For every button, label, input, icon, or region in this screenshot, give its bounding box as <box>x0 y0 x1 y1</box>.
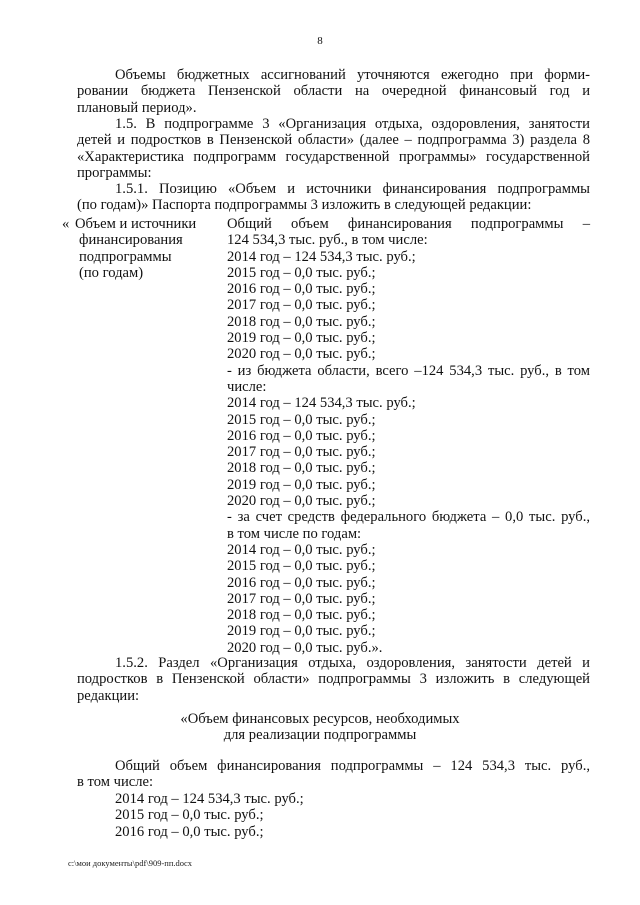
text-line: 2017 год – 0,0 тыс. руб.; <box>227 590 376 607</box>
text-line: редакции: <box>77 687 140 704</box>
text-line: 2019 год – 0,0 тыс. руб.; <box>227 330 376 347</box>
years-list <box>77 791 590 840</box>
text-line: 2016 год – 0,0 тыс. руб.; <box>227 427 376 444</box>
text-line: 2017 год – 0,0 тыс. руб.; <box>227 297 376 314</box>
text-line: 1.5.1. Позицию «Объем и источники финансирования подпрограммы <box>115 181 590 197</box>
text-line: 2016 год – 0,0 тыс. руб.; <box>227 574 376 591</box>
open-quote: « <box>62 216 70 232</box>
table-left-cell <box>75 216 225 281</box>
text-line: Объем и источники <box>75 216 197 232</box>
text-line: 2015 год – 0,0 тыс. руб.; <box>227 264 376 281</box>
paragraph-1-5 <box>77 116 590 181</box>
text-line: 1.5.2. Раздел «Организация отдыха, оздоровления, занятости детей и <box>115 655 590 671</box>
text-line: 2015 год – 0,0 тыс. руб.; <box>227 411 376 428</box>
paragraph-1-5-1 <box>77 181 590 214</box>
text-line: - за счет средств федерального бюджета – 0,0 тыс. руб., <box>227 509 590 526</box>
paragraph-total <box>77 758 590 791</box>
text-line: 2018 год – 0,0 тыс. руб.; <box>227 313 376 330</box>
text-line: 2014 год – 124 534,3 тыс. руб.; <box>227 248 416 265</box>
text-line: подпрограммы <box>79 248 172 265</box>
text-line: в том числе по годам: <box>227 525 362 542</box>
text-line: (по годам)» Паспорта подпрограммы 3 изложить в следующей редакции: <box>77 197 532 214</box>
section-heading <box>0 711 640 744</box>
text-line: 2017 год – 0,0 тыс. руб.; <box>227 444 376 461</box>
text-line: 2020 год – 0,0 тыс. руб.; <box>227 493 376 510</box>
text-line: (по годам) <box>79 264 144 281</box>
text-line: 124 534,3 тыс. руб., в том числе: <box>227 232 428 249</box>
text-line: 2015 год – 0,0 тыс. руб.; <box>227 558 376 575</box>
text-line: ровании бюджета Пензенской области на очередной финансовый год и <box>77 83 590 100</box>
text-line: 1.5. В подпрограмме 3 «Организация отдыха, оздоровления, занятости <box>115 116 590 132</box>
text-line: 2014 год – 0,0 тыс. руб.; <box>227 541 376 558</box>
page-number: 8 <box>317 35 323 47</box>
text-line: 2019 год – 0,0 тыс. руб.; <box>227 476 376 493</box>
text-line: 2018 год – 0,0 тыс. руб.; <box>227 607 376 624</box>
text-line: «Характеристика подпрограмм государственной программы» государственной <box>77 148 590 165</box>
text-line: программы: <box>77 164 152 181</box>
text-line: Объемы бюджетных ассигнований уточняются ежегодно при форми- <box>115 67 590 83</box>
text-line: детей и подростков в Пензенской области» (далее – подпрограмма 3) раздела 8 <box>77 132 590 149</box>
heading-line: «Объем финансовых ресурсов, необходимых <box>180 711 460 727</box>
table-right-cell <box>227 216 590 656</box>
paragraph-1-5-2 <box>77 655 590 704</box>
text-line: Общий объем финансирования подпрограммы – <box>227 216 590 232</box>
list-item: 2016 год – 0,0 тыс. руб.; <box>115 823 264 840</box>
text-line: 2019 год – 0,0 тыс. руб.; <box>227 623 376 640</box>
list-item: 2014 год – 124 534,3 тыс. руб.; <box>115 791 304 807</box>
list-item: 2015 год – 0,0 тыс. руб.; <box>115 807 264 824</box>
text-line: плановый период». <box>77 99 197 116</box>
text-line: 2020 год – 0,0 тыс. руб.; <box>227 346 376 363</box>
text-line: 2016 год – 0,0 тыс. руб.; <box>227 281 376 298</box>
text-line: 2014 год – 124 534,3 тыс. руб.; <box>227 395 416 412</box>
text-line: подростков в Пензенской области» подпрограммы 3 изложить в следующей <box>77 671 590 688</box>
text-line: числе: <box>227 378 267 395</box>
text-line: - из бюджета области, всего –124 534,3 тыс. руб., в том <box>227 362 590 379</box>
text-line: Общий объем финансирования подпрограммы – 124 534,3 тыс. руб., <box>115 758 590 774</box>
text-line: 2020 год – 0,0 тыс. руб.». <box>227 639 383 656</box>
heading-line: для реализации подпрограммы <box>223 727 417 744</box>
text-line: финансирования <box>79 232 183 249</box>
text-line: 2018 год – 0,0 тыс. руб.; <box>227 460 376 477</box>
text-line: в том числе: <box>77 774 154 791</box>
paragraph-budget-note <box>77 67 590 116</box>
file-path-footer: c:\мои документы\pdf\909-пп.docx <box>68 858 193 868</box>
